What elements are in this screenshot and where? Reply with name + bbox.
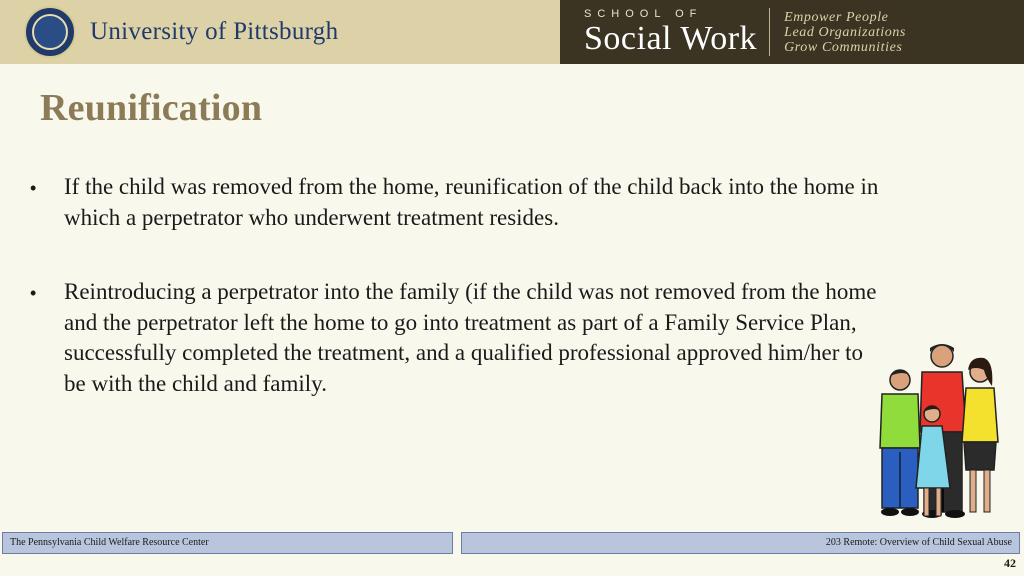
school-banner	[560, 0, 1024, 64]
footer-organization: The Pennsylvania Child Welfare Resource Center	[2, 532, 453, 554]
bullet-item	[30, 277, 890, 399]
family-clipart-icon	[860, 342, 1010, 522]
header-divider	[769, 8, 770, 56]
bullet-text: If the child was removed from the home, reunification of the child back into the home in which a perpetrator who underwent treatment resides.	[64, 174, 879, 230]
tagline-line: Grow Communities	[784, 39, 903, 55]
tagline-line: Empower People	[784, 9, 889, 25]
university-name: University of Pittsburgh	[90, 18, 339, 45]
slide-header	[0, 0, 1024, 64]
university-banner	[0, 0, 560, 64]
school-of-label: SCHOOL OF	[584, 8, 703, 20]
seal-inner	[32, 14, 68, 50]
bullet-dot-icon: •	[30, 283, 37, 303]
slide-page-number: 42	[1004, 556, 1016, 570]
bullet-list	[30, 172, 890, 443]
school-tagline	[784, 10, 906, 55]
bullet-text: Reintroducing a perpetrator into the family (if the child was not removed from the home and the perpetrator left the home to go into treatment as part of a Family Service Plan, successfully completed the treatment, and a qualified professional approved him/her to be with the child and family.	[64, 279, 877, 396]
footer-course-title: 203 Remote: Overview of Child Sexual Abuse	[461, 532, 1020, 554]
school-name: Social Work	[584, 20, 758, 57]
tagline-line: Lead Organizations	[784, 24, 906, 40]
university-seal-icon	[24, 6, 76, 58]
school-logo	[584, 7, 757, 57]
bullet-dot-icon: •	[30, 178, 37, 198]
bullet-item	[30, 172, 890, 233]
slide-title: Reunification	[40, 87, 263, 129]
